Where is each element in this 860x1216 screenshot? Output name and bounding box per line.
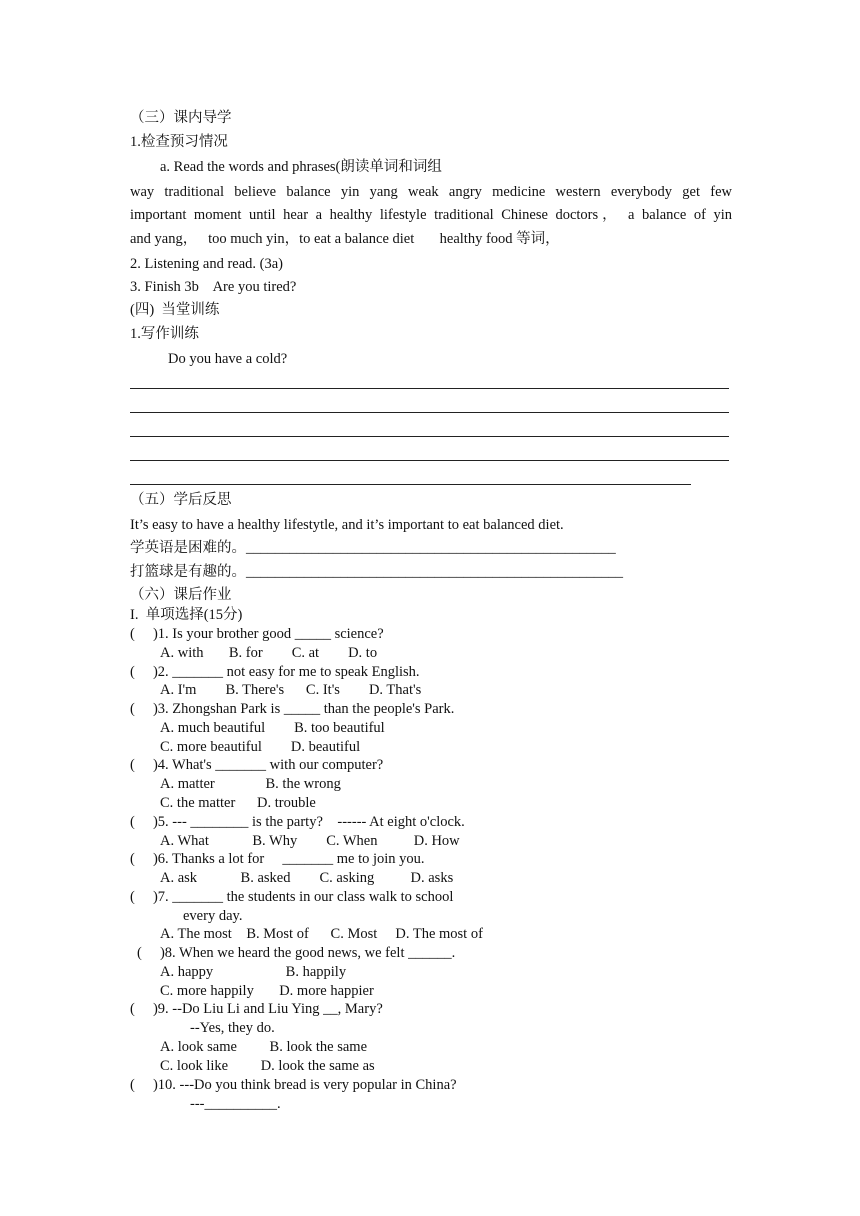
words-line-2: important moment until hear a healthy lifestyle traditional Chinese doctors， a balance of yin	[130, 207, 732, 223]
question-7-continued: every day.	[183, 908, 243, 924]
question-6: ( )6. Thanks a lot for _______ me to join you.	[130, 851, 425, 867]
question-9-options-a: A. look same B. look the same	[160, 1039, 368, 1055]
section-3-item-1a: a. Read the words and phrases(朗读单词和词组	[160, 159, 442, 175]
question-7: ( )7. _______ the students in our class walk to school	[130, 889, 454, 905]
question-7-options: A. The most B. Most of C. Most D. The most of	[160, 926, 483, 942]
section-3-item-2: 2. Listening and read. (3a)	[130, 256, 284, 272]
question-1-options: A. with B. for C. at D. to	[160, 645, 378, 661]
section-3-item-3: 3. Finish 3b Are you tired?	[130, 279, 297, 295]
section-3-item-1: 1.检查预习情况	[130, 134, 228, 150]
question-2: ( )2. _______ not easy for me to speak English.	[130, 664, 420, 680]
section-4-heading: (四) 当堂训练	[130, 302, 220, 318]
question-1: ( )1. Is your brother good _____ science?	[130, 626, 384, 642]
words-line-3: and yang， too much yin，to eat a balance diet healthy food 等词，	[130, 231, 560, 247]
question-8-options-a: A. happy B. happily	[160, 964, 347, 980]
question-5: ( )5. --- ________ is the party? ------ At eight o'clock.	[130, 814, 465, 830]
writing-line[interactable]	[130, 388, 729, 389]
question-3: ( )3. Zhongshan Park is _____ than the people's Park.	[130, 701, 455, 717]
section-3-heading: （三）课内导学	[130, 110, 232, 126]
words-line-1: way traditional believe balance yin yang weak angry medicine western everybody get few	[130, 184, 732, 200]
section-6-heading: （六）课后作业	[130, 587, 232, 603]
question-3-options-a: A. much beautiful B. too beautiful	[160, 720, 385, 736]
question-4-options-b: C. the matter D. trouble	[160, 795, 316, 811]
question-8: ( )8. When we heard the good news, we felt ______.	[137, 945, 456, 961]
question-9-continued: --Yes, they do.	[190, 1020, 275, 1036]
question-9: ( )9. --Do Liu Li and Liu Ying __, Mary?	[130, 1001, 383, 1017]
section-5-heading: （五）学后反思	[130, 492, 232, 508]
question-9-options-b: C. look like D. look the same as	[160, 1058, 375, 1074]
question-10-continued: ---__________.	[190, 1096, 281, 1112]
section-4-item-1: 1.写作训练	[130, 326, 199, 342]
question-4: ( )4. What's _______ with our computer?	[130, 757, 384, 773]
reflection-question-1: 学英语是困难的。___________________________________________________	[130, 540, 616, 556]
question-10: ( )10. ---Do you think bread is very popular in China?	[130, 1077, 457, 1093]
question-3-options-b: C. more beautiful D. beautiful	[160, 739, 361, 755]
writing-line[interactable]	[130, 460, 729, 461]
reflection-line: It’s easy to have a healthy lifestytle, and it’s important to eat balanced diet.	[130, 517, 564, 533]
question-2-options: A. I'm B. There's C. It's D. That's	[160, 682, 422, 698]
writing-line[interactable]	[130, 484, 691, 485]
question-4-options-a: A. matter B. the wrong	[160, 776, 341, 792]
writing-prompt: Do you have a cold?	[168, 351, 288, 367]
part-1-title: I. 单项选择(15分)	[130, 607, 243, 623]
question-8-options-b: C. more happily D. more happier	[160, 983, 374, 999]
reflection-question-2: 打篮球是有趣的。____________________________________________________	[130, 564, 623, 580]
question-5-options: A. What B. Why C. When D. How	[160, 833, 460, 849]
writing-line[interactable]	[130, 412, 729, 413]
question-6-options: A. ask B. asked C. asking D. asks	[160, 870, 454, 886]
writing-line[interactable]	[130, 436, 729, 437]
